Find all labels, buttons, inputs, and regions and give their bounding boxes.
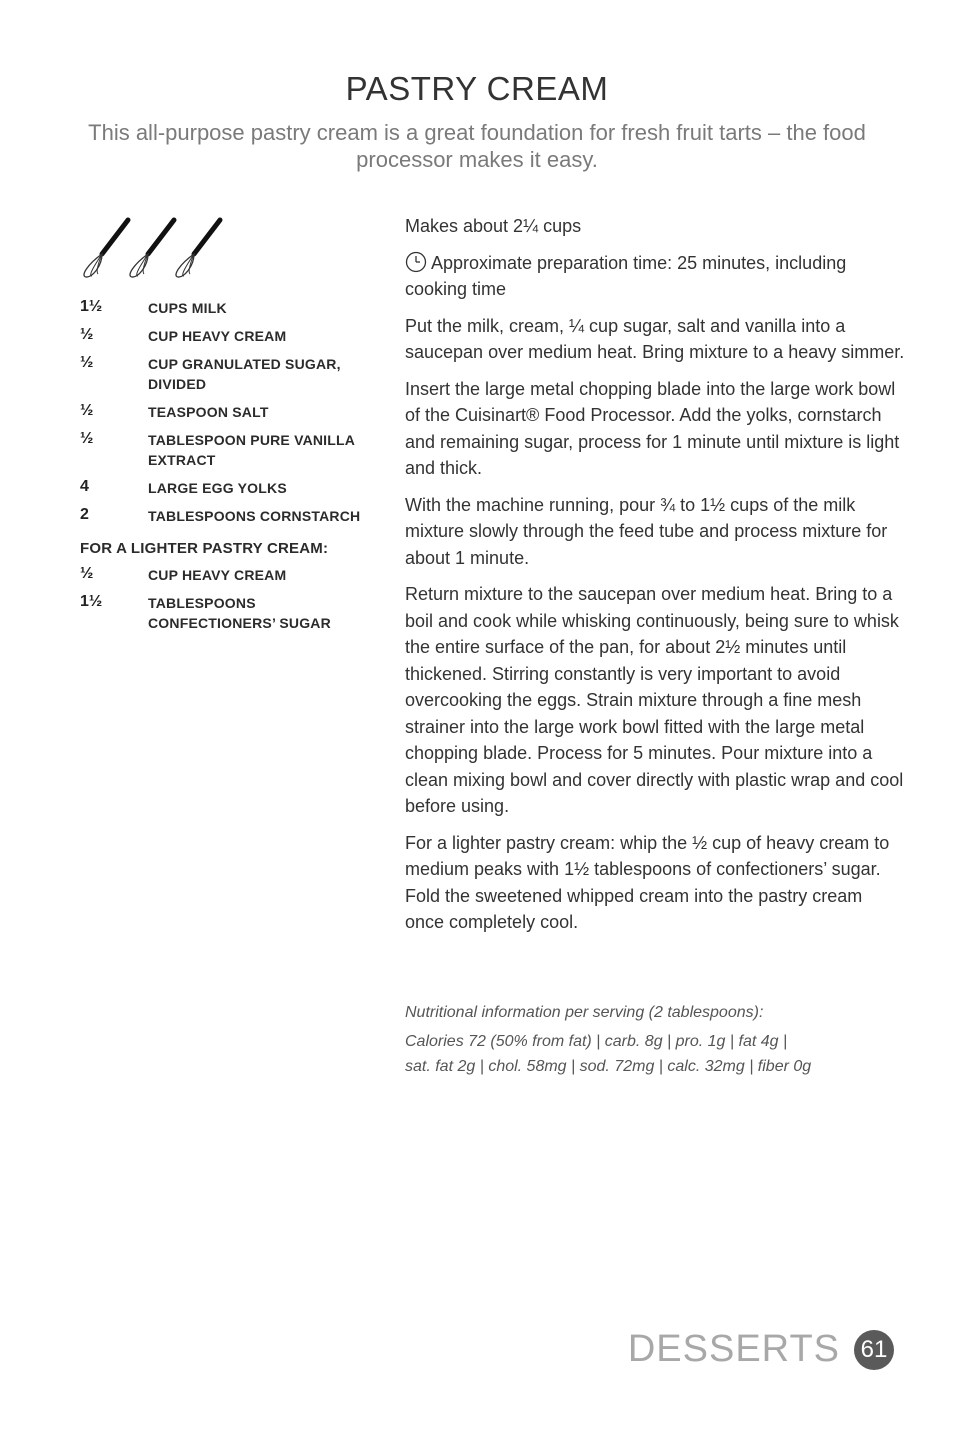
whisk-icon xyxy=(176,220,220,277)
ingredient-qty: 1½ xyxy=(80,298,103,315)
ingredient-name: TABLESPOONS CONFECTIONERS’ SUGAR xyxy=(148,595,331,631)
whisk-icon xyxy=(130,220,174,277)
method-step: For a lighter pastry cream: whip the ½ cup of heavy cream to medium peaks with 1½ tablespoons of confectioners’ sugar. Fold the sweetened whipped cream into the pastry cream once completely cool. xyxy=(405,832,890,932)
page-title: PASTRY CREAM xyxy=(345,70,609,107)
lighter-variation-heading: FOR A LIGHTER PASTRY CREAM: xyxy=(80,540,329,557)
method-step: With the machine running, pour ¾ to 1½ cups of the milk mixture slowly through the feed tube and process mixture for about 1 minute. xyxy=(405,494,888,568)
ingredient-name: TEASPOON SALT xyxy=(148,404,269,420)
ingredient-row xyxy=(80,324,380,346)
ingredient-qty: 4 xyxy=(80,478,89,495)
nutrition-line: Calories 72 (50% from fat) | carb. 8g | pro. 1g | fat 4g | xyxy=(405,1033,788,1050)
ingredient-row xyxy=(80,296,380,318)
ingredient-qty: 2 xyxy=(80,506,89,523)
page-footer xyxy=(628,1328,894,1371)
ingredient-qty: ½ xyxy=(80,430,94,447)
prep-time xyxy=(405,250,905,303)
page-subtitle: This all-purpose pastry cream is a great foundation for fresh fruit tarts – the food processor makes it easy. xyxy=(88,120,866,172)
method-step: Put the milk, cream, ¼ cup sugar, salt and vanilla into a saucepan over medium heat. Bring mixture to a heavy simmer. xyxy=(405,315,905,362)
ingredient-name: CUP HEAVY CREAM xyxy=(148,567,287,583)
difficulty-rating xyxy=(78,216,228,280)
ingredient-row xyxy=(80,591,380,633)
ingredient-list xyxy=(80,296,380,639)
ingredient-name: TABLESPOON PURE VANILLA EXTRACT xyxy=(148,432,355,468)
ingredient-row xyxy=(80,476,380,498)
method-step: Return mixture to the saucepan over medium heat. Bring to a boil and cook while whisking continuously, being sure to whisk the entire surface of the pan, for about 2½ minutes until thickened. Stirring constantly is very important to avoid overcooking the eggs. Strain mixture through a fine mesh strainer into the large work bowl fitted with the large metal chopping blade. Process for 5 minutes. Pour mixture into a clean mixing bowl and cover directly with plastic wrap and cool before using. xyxy=(405,584,904,816)
ingredient-row xyxy=(80,428,380,470)
ingredient-name: CUP GRANULATED SUGAR, DIVIDED xyxy=(148,356,341,392)
ingredient-name: TABLESPOONS CORNSTARCH xyxy=(148,508,361,524)
ingredient-name: LARGE EGG YOLKS xyxy=(148,480,287,496)
nutrition-line: sat. fat 2g | chol. 58mg | sod. 72mg | calc. 32mg | fiber 0g xyxy=(405,1058,812,1075)
ingredient-qty: ½ xyxy=(80,565,94,582)
ingredient-row xyxy=(80,400,380,422)
ingredient-qty: 1½ xyxy=(80,593,103,610)
clock-icon xyxy=(405,251,427,273)
ingredient-qty: ½ xyxy=(80,354,94,371)
ingredient-name: CUP HEAVY CREAM xyxy=(148,328,287,344)
whisk-icon xyxy=(84,220,128,277)
ingredient-row xyxy=(80,563,380,585)
ingredient-qty: ½ xyxy=(80,326,94,343)
section-name: DESSERTS xyxy=(627,1328,840,1370)
ingredient-row xyxy=(80,352,380,394)
yield-text: Makes about 2¼ cups xyxy=(405,216,582,236)
ingredient-row xyxy=(80,504,380,526)
page-number-badge: 61 xyxy=(854,1330,894,1370)
nutrition-info xyxy=(405,1000,905,1079)
prep-time-text: Approximate preparation time: 25 minutes, including cooking time xyxy=(405,252,847,299)
nutrition-heading: Nutritional information per serving (2 tablespoons): xyxy=(405,1004,764,1021)
method-step: Insert the large metal chopping blade into the large work bowl of the Cuisinart® Food Processor. Add the yolks, cornstarch and remaining sugar, process for 1 minute until mixture is light and thick. xyxy=(405,378,900,478)
ingredient-qty: ½ xyxy=(80,402,94,419)
method-column xyxy=(405,213,905,946)
ingredient-name: CUPS MILK xyxy=(148,300,227,316)
